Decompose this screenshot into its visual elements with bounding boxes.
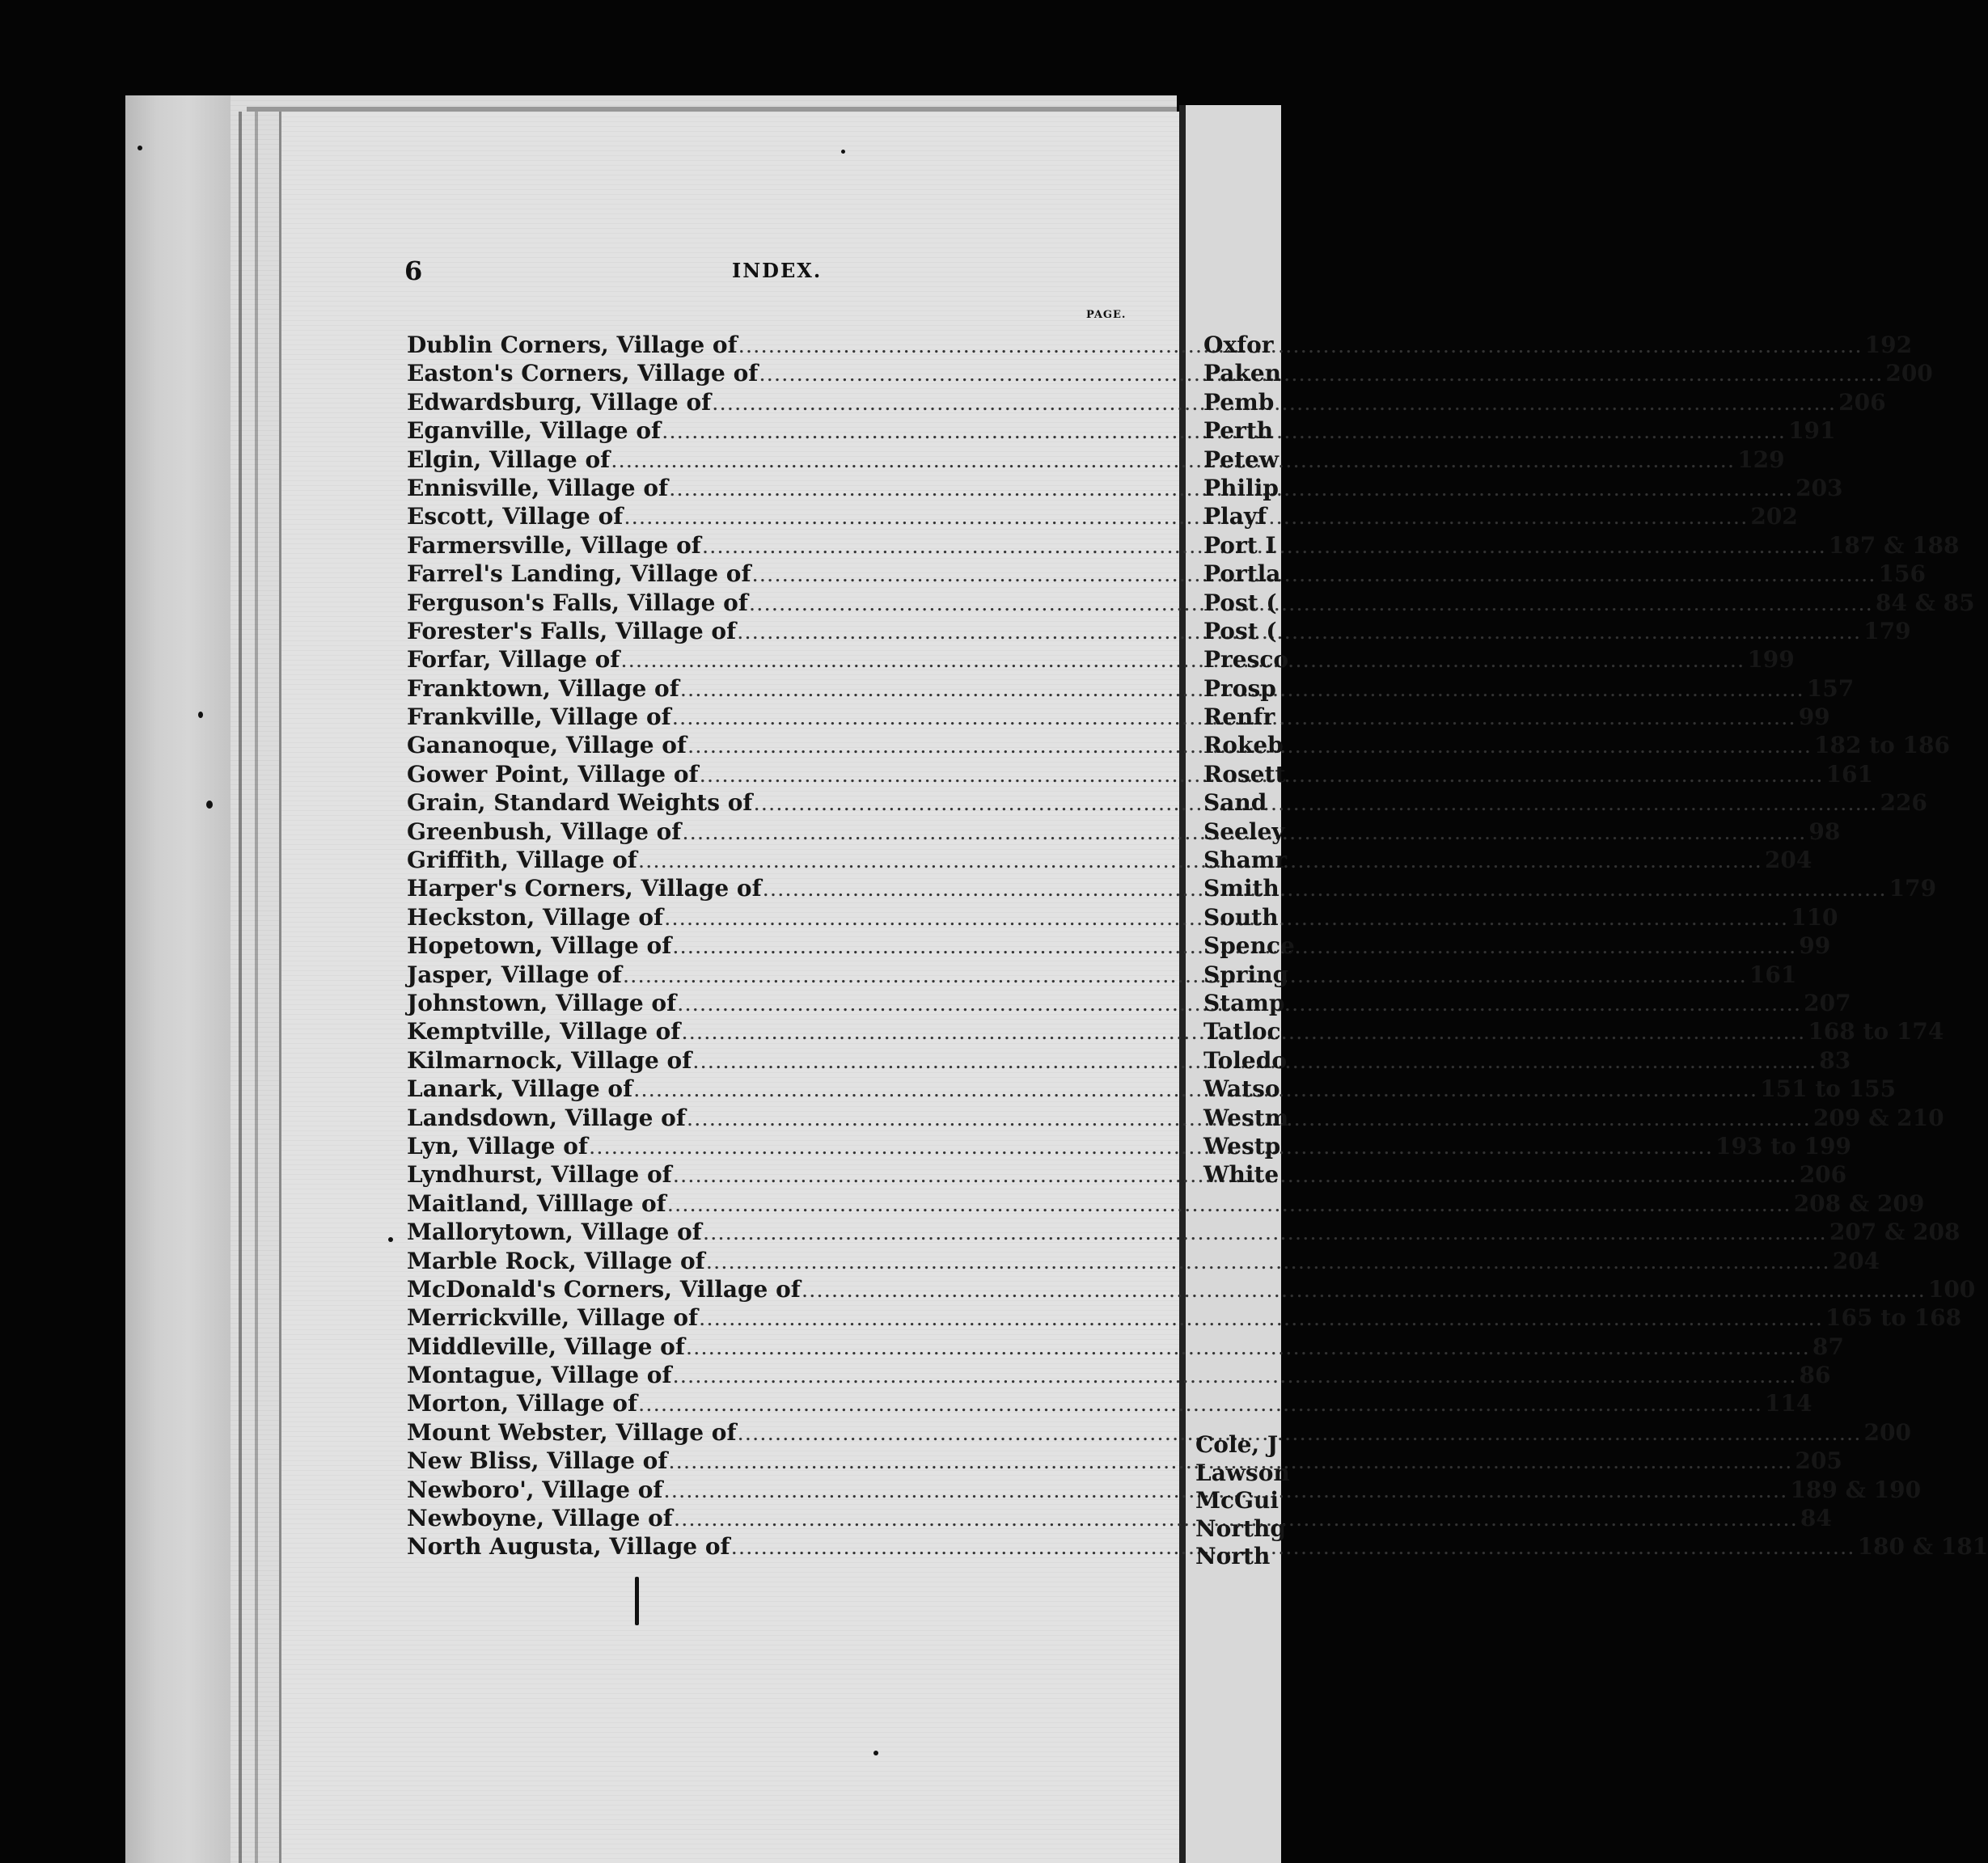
facing-page-fragment: Renfr	[1203, 703, 1275, 731]
entry-page: 161	[1749, 961, 1797, 988]
facing-page-fragment: White	[1203, 1161, 1280, 1189]
entry-name: Ennisville, Village of	[407, 474, 669, 501]
entry-name: Escott, Village of	[407, 503, 624, 530]
facing-page-fragment: North	[1195, 1543, 1271, 1569]
entry-name: Forester's Falls, Village of	[407, 617, 737, 644]
entry-name: Lanark, Village of	[407, 1075, 633, 1103]
facing-page-fragment: Portla	[1203, 560, 1281, 588]
entry-page: 179	[1889, 875, 1937, 902]
dot-leader	[611, 454, 1736, 471]
entry-name: Johnstown, Village of	[407, 989, 677, 1016]
entry-name: Kilmarnock, Village of	[407, 1046, 692, 1074]
dot-leader	[700, 1312, 1824, 1329]
facing-page-fragment: Spring	[1203, 961, 1289, 988]
dot-leader	[687, 1341, 1811, 1358]
facing-page-fragment: Playf	[1203, 503, 1267, 530]
entry-page: 180 & 181	[1857, 1533, 1988, 1561]
entry-page: 156	[1878, 560, 1926, 588]
facing-page-fragment: Cole, J	[1195, 1431, 1279, 1458]
fold-line	[255, 112, 258, 1863]
facing-page-fragment: Pemb	[1203, 388, 1275, 416]
entry-name: Edwardsburg, Village of	[407, 388, 712, 416]
index-entry	[407, 1362, 1831, 1390]
entry-page: 179	[1863, 617, 1911, 644]
entry-name: McDonald's Corners, Village of	[407, 1275, 801, 1303]
facing-page-fragment: Port I	[1203, 531, 1276, 559]
dot-leader	[668, 1198, 1792, 1215]
facing-page-fragment: Paken	[1203, 360, 1282, 387]
entry-name: Heckston, Village of	[407, 903, 664, 931]
dot-leader	[624, 970, 1748, 986]
entry-page: 86	[1799, 1362, 1831, 1389]
dot-leader	[639, 1398, 1763, 1415]
dot-leader	[802, 1284, 1927, 1301]
page-number: 6	[404, 256, 423, 286]
dot-leader	[732, 1541, 1856, 1558]
entry-name: Hopetown, Village of	[407, 932, 672, 960]
entry-name: North Augusta, Village of	[407, 1533, 730, 1561]
facing-page-fragment: Spence	[1203, 932, 1295, 960]
entry-page: 83	[1819, 1046, 1851, 1074]
facing-page-fragment: Perth	[1203, 417, 1274, 445]
dot-leader	[739, 340, 1863, 357]
index-entry	[407, 1304, 1962, 1333]
entry-page: 129	[1737, 446, 1785, 473]
entry-name: Newboyne, Village of	[407, 1505, 673, 1532]
entry-name: Jasper, Village of	[407, 961, 622, 988]
dot-leader	[639, 855, 1763, 872]
dot-leader	[738, 626, 1862, 643]
entry-page: 205	[1795, 1447, 1842, 1475]
entry-page: 193 to 199	[1715, 1132, 1851, 1160]
index-entry	[407, 1275, 1976, 1304]
entry-name: Eganville, Village of	[407, 417, 662, 445]
entry-name: Landsdown, Village of	[407, 1104, 686, 1131]
entry-name: Griffith, Village of	[407, 847, 637, 874]
facing-page-fragment: South	[1203, 903, 1279, 931]
entry-name: Merrickville, Village of	[407, 1304, 699, 1332]
dot-leader	[707, 1256, 1831, 1273]
entry-page: 208 & 209	[1793, 1189, 1925, 1217]
entry-page: 202	[1750, 503, 1798, 530]
entry-page: 182 to 186	[1813, 732, 1950, 759]
facing-page-fragments-top	[1203, 332, 1295, 1190]
entry-name: Farrel's Landing, Village of	[407, 560, 751, 588]
entry-page: 110	[1791, 903, 1838, 931]
entry-page: 200	[1863, 1418, 1911, 1446]
dot-leader	[754, 797, 1878, 814]
dot-leader	[753, 568, 1877, 585]
speck	[873, 1751, 878, 1755]
speck	[206, 801, 213, 809]
entry-page: 192	[1864, 332, 1913, 358]
facing-page-fragments-bottom	[1195, 1431, 1290, 1571]
index-entry	[407, 1390, 1812, 1418]
entry-name: Frankville, Village of	[407, 703, 671, 731]
facing-page-fragment: Post (	[1203, 617, 1277, 644]
entry-name: Marble Rock, Village of	[407, 1247, 705, 1274]
dot-leader	[738, 1427, 1863, 1444]
facing-page-fragment: Toledo	[1203, 1046, 1288, 1074]
dot-leader	[624, 511, 1749, 528]
entry-name: Maitland, Villlage of	[407, 1189, 666, 1217]
entry-name: Lyn, Village of	[407, 1132, 588, 1160]
dot-leader	[704, 1227, 1828, 1244]
dot-leader	[674, 1370, 1798, 1387]
entry-page: 99	[1798, 703, 1830, 731]
facing-page-fragment: Tatloc	[1203, 1018, 1281, 1046]
speck	[841, 150, 845, 154]
entry-page: 84 & 85	[1875, 589, 1975, 616]
entry-page: 206	[1838, 388, 1886, 416]
entry-page: 98	[1808, 817, 1841, 845]
entry-page: 157	[1806, 674, 1855, 702]
entry-page: 191	[1788, 417, 1836, 445]
entry-page: 199	[1747, 646, 1795, 674]
entry-page: 99	[1799, 932, 1831, 960]
entry-name: Mount Webster, Village of	[407, 1418, 737, 1446]
running-title: INDEX.	[732, 259, 823, 282]
page-binding-edge	[125, 95, 231, 1863]
entry-page: 189 & 190	[1790, 1476, 1922, 1503]
facing-page-fragment: Westm	[1203, 1104, 1289, 1131]
entry-name: Dublin Corners, Village of	[407, 332, 738, 358]
entry-page: 226	[1880, 789, 1927, 817]
entry-name: Elgin, Village of	[407, 446, 611, 473]
entry-name: Forfar, Village of	[407, 646, 620, 674]
index-entry	[407, 1189, 1925, 1219]
facing-page-fragment: Post (	[1203, 589, 1277, 616]
speck	[388, 1237, 393, 1242]
entry-name: Morton, Village of	[407, 1390, 638, 1417]
entry-page: 207	[1804, 989, 1851, 1016]
entry-name: Gower Point, Village of	[407, 760, 699, 788]
entry-name: Grain, Standard Weights of	[407, 789, 753, 817]
entry-page: 84	[1800, 1505, 1832, 1532]
entry-name: Montague, Village of	[407, 1362, 672, 1389]
speck	[198, 712, 203, 718]
facing-page-fragment: Watso	[1203, 1075, 1280, 1103]
dot-leader	[621, 654, 1745, 671]
facing-page-fragment: Presco	[1203, 646, 1289, 674]
speck	[635, 1577, 639, 1625]
entry-page: 206	[1799, 1161, 1847, 1189]
index-entry	[407, 1533, 1988, 1561]
index-entry	[407, 1247, 1880, 1276]
entry-page: 203	[1796, 474, 1843, 501]
entry-name: Farmersville, Village of	[407, 531, 701, 559]
facing-page-fragment: Shamr	[1203, 847, 1288, 874]
facing-page-fragment: Philip	[1203, 474, 1279, 501]
facing-page-fragment: Prosp	[1203, 674, 1276, 702]
facing-page-fragment: McGui	[1195, 1487, 1279, 1514]
entry-page: 114	[1765, 1390, 1812, 1417]
dot-leader	[590, 1141, 1714, 1158]
entry-page: 100	[1927, 1275, 1976, 1303]
entry-page: 209 & 210	[1812, 1104, 1944, 1131]
facing-page-fragment: Sand	[1203, 789, 1267, 817]
entry-page: 200	[1885, 360, 1933, 387]
facing-page-fragment: Rosett	[1203, 760, 1286, 788]
entry-page: 165 to 168	[1825, 1304, 1962, 1332]
entry-name: Middleville, Village of	[407, 1333, 685, 1360]
facing-page-fragment: Lawson	[1195, 1459, 1290, 1486]
entry-name: Mallorytown, Village of	[407, 1219, 702, 1246]
entry-name: Kemptville, Village of	[407, 1018, 681, 1046]
dot-leader	[763, 883, 1888, 900]
speck	[137, 146, 142, 150]
entry-page: 187 & 188	[1828, 531, 1960, 559]
page-header	[404, 256, 1136, 288]
fold-line	[239, 112, 242, 1863]
entry-name: Lyndhurst, Village of	[407, 1161, 672, 1189]
facing-page-fragment: Seeley	[1203, 817, 1285, 845]
entry-page: 207 & 208	[1829, 1219, 1961, 1246]
entry-name: Ferguson's Falls, Village of	[407, 589, 748, 616]
entry-page: 204	[1832, 1247, 1880, 1274]
index-entry	[407, 1333, 1844, 1362]
facing-page-fragment: Westp	[1203, 1132, 1281, 1160]
index-entry	[407, 1219, 1961, 1247]
entry-name: Gananoque, Village of	[407, 732, 687, 759]
facing-page-fragment: Oxfor	[1203, 332, 1274, 358]
entry-page: 151 to 155	[1760, 1075, 1897, 1103]
entry-page: 168 to 174	[1808, 1018, 1944, 1046]
entry-name: Easton's Corners, Village of	[407, 360, 759, 387]
entry-name: Franktown, Village of	[407, 674, 679, 702]
entry-page: 204	[1764, 847, 1812, 874]
entry-page: 161	[1825, 760, 1874, 788]
entry-name: New Bliss, Village of	[407, 1447, 668, 1475]
facing-page-fragment: Smith	[1203, 875, 1280, 902]
facing-page-fragment: Petew	[1203, 446, 1279, 473]
dot-leader	[750, 598, 1874, 615]
dot-leader	[759, 368, 1884, 385]
facing-page-fragment: Northg	[1195, 1514, 1286, 1542]
facing-page-fragment: Rokeb	[1203, 732, 1284, 759]
dot-leader	[634, 1084, 1758, 1100]
entry-name: Newboro', Village of	[407, 1476, 663, 1503]
entry-name: Harper's Corners, Village of	[407, 875, 762, 902]
entry-page: 87	[1812, 1333, 1844, 1360]
page-column-label: PAGE.	[1086, 309, 1127, 321]
facing-page-fragment: Stamp	[1203, 989, 1285, 1016]
entry-name: Greenbush, Village of	[407, 817, 682, 845]
